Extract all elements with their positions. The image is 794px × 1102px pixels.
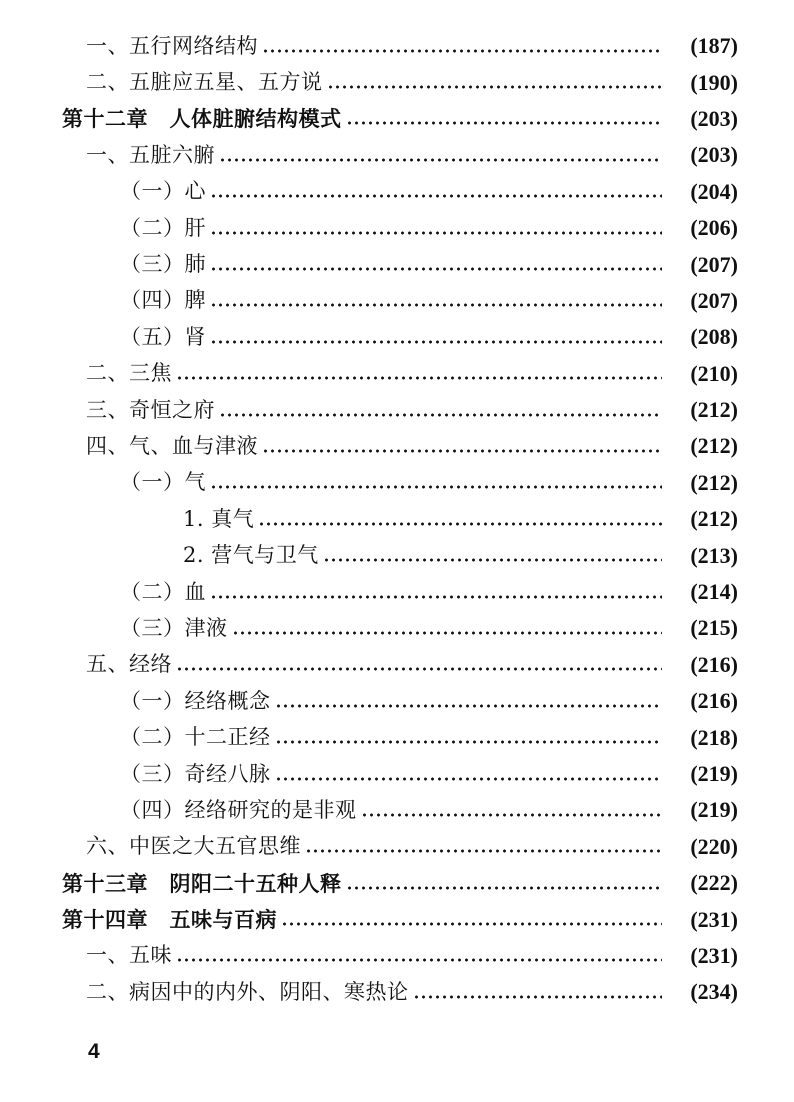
toc-entry-title: 2. 营气与卫气 (183, 543, 319, 568)
toc-entry-title: 二、病因中的内外、阴阳、寒热论 (86, 979, 409, 1004)
toc-entry-title: 一、五味 (86, 943, 172, 968)
toc-entry (0, 574, 794, 610)
toc-entry-page: (218) (690, 724, 738, 750)
dot-leader (210, 254, 662, 275)
toc-entry (0, 938, 794, 974)
toc-entry-page: (219) (690, 761, 738, 786)
dot-leader (361, 800, 663, 821)
toc-entry (0, 283, 794, 319)
toc-entry-page: (190) (690, 69, 738, 95)
dot-leader (210, 327, 662, 348)
toc-entry (0, 501, 794, 537)
toc-entry-title: （三）肺 (120, 252, 206, 277)
toc-entry-page: (207) (690, 287, 738, 313)
toc-entry (0, 719, 794, 755)
dot-leader (305, 836, 662, 857)
toc-entry-page: (213) (690, 542, 738, 568)
toc-entry-page: (212) (690, 433, 738, 459)
toc-entry-page: (220) (690, 833, 738, 859)
dot-leader (210, 218, 662, 239)
toc-entry-title: （三）津液 (120, 615, 228, 640)
toc-entry-title: 第十四章 五味与百病 (62, 907, 277, 933)
dot-leader (275, 764, 663, 785)
toc-entry (0, 756, 794, 792)
toc-entry-page: (187) (690, 33, 738, 59)
dot-leader (219, 400, 662, 421)
toc-entry-title: 一、五脏六腑 (86, 142, 215, 167)
toc-entry (0, 683, 794, 719)
toc-entry (0, 792, 794, 828)
toc-entry-page: (203) (690, 142, 738, 168)
toc-entry-page: (212) (690, 506, 738, 532)
dot-leader (176, 654, 662, 675)
toc-entry-title: （二）十二正经 (120, 725, 271, 750)
page-number: 4 (88, 1040, 100, 1063)
toc-entry-page: (231) (690, 906, 738, 932)
table-of-contents (0, 28, 794, 1011)
toc-entry (0, 610, 794, 646)
dot-leader (413, 982, 663, 1003)
toc-entry (0, 647, 794, 683)
dot-leader (210, 181, 662, 202)
toc-entry-title: 第十三章 阴阳二十五种人释 (62, 870, 342, 896)
toc-entry-title: （一）经络概念 (120, 688, 271, 713)
toc-entry-title: （五）肾 (120, 324, 206, 349)
toc-entry (0, 465, 794, 501)
toc-entry (0, 319, 794, 355)
dot-leader (210, 290, 662, 311)
toc-entry (0, 137, 794, 173)
toc-entry-page: (208) (690, 324, 738, 350)
dot-leader (327, 72, 663, 93)
dot-leader (275, 691, 663, 712)
toc-entry-page: (204) (690, 178, 738, 204)
toc-entry-title: 二、五脏应五星、五方说 (86, 70, 323, 95)
toc-entry (0, 428, 794, 464)
toc-entry-title: （一）气 (120, 470, 206, 495)
toc-entry-page: (231) (690, 942, 738, 968)
toc-entry-page: (214) (690, 579, 738, 605)
toc-entry-title: 1. 真气 (183, 506, 255, 531)
toc-entry-page: (215) (690, 615, 738, 641)
toc-entry (0, 28, 794, 64)
toc-entry-page: (234) (690, 979, 738, 1005)
dot-leader (281, 909, 662, 930)
toc-chapter (0, 901, 794, 937)
toc-entry-title: （一）心 (120, 179, 206, 204)
dot-leader (346, 873, 663, 894)
toc-entry-title: 五、经络 (86, 652, 172, 677)
dot-leader (258, 509, 662, 530)
toc-entry (0, 246, 794, 282)
toc-chapter (0, 865, 794, 901)
toc-entry-title: 二、三焦 (86, 361, 172, 386)
toc-entry-title: 六、中医之大五官思维 (86, 834, 301, 859)
toc-entry (0, 64, 794, 100)
toc-entry (0, 974, 794, 1010)
toc-entry-page: (203) (690, 105, 738, 131)
toc-entry-page: (216) (690, 651, 738, 677)
dot-leader (232, 618, 663, 639)
toc-chapter (0, 101, 794, 137)
toc-entry (0, 392, 794, 428)
toc-entry-page: (212) (690, 397, 738, 423)
toc-entry-title: 三、奇恒之府 (86, 397, 215, 422)
toc-entry-title: （二）肝 (120, 215, 206, 240)
toc-entry (0, 210, 794, 246)
dot-leader (275, 727, 663, 748)
toc-entry-title: 第十二章 人体脏腑结构模式 (62, 106, 342, 132)
toc-entry-page: (207) (690, 251, 738, 277)
dot-leader (219, 145, 662, 166)
toc-entry-title: （二）血 (120, 579, 206, 604)
dot-leader (176, 363, 662, 384)
dot-leader (210, 582, 662, 603)
dot-leader (262, 36, 662, 57)
toc-entry-page: (206) (690, 215, 738, 241)
dot-leader (210, 472, 662, 493)
toc-entry-page: (212) (690, 469, 738, 495)
toc-entry (0, 356, 794, 392)
toc-entry (0, 537, 794, 573)
dot-leader (323, 545, 662, 566)
dot-leader (346, 108, 663, 129)
toc-entry-title: 四、气、血与津液 (86, 433, 258, 458)
toc-entry (0, 829, 794, 865)
toc-entry (0, 174, 794, 210)
toc-entry-title: （三）奇经八脉 (120, 761, 271, 786)
toc-entry-page: (222) (690, 870, 738, 896)
toc-entry-title: （四）脾 (120, 288, 206, 313)
dot-leader (176, 945, 662, 966)
toc-entry-page: (219) (690, 797, 738, 823)
toc-entry-title: （四）经络研究的是非观 (120, 797, 357, 822)
toc-entry-title: 一、五行网络结构 (86, 33, 258, 58)
dot-leader (262, 436, 662, 457)
toc-entry-page: (210) (690, 360, 738, 386)
toc-entry-page: (216) (690, 688, 738, 714)
